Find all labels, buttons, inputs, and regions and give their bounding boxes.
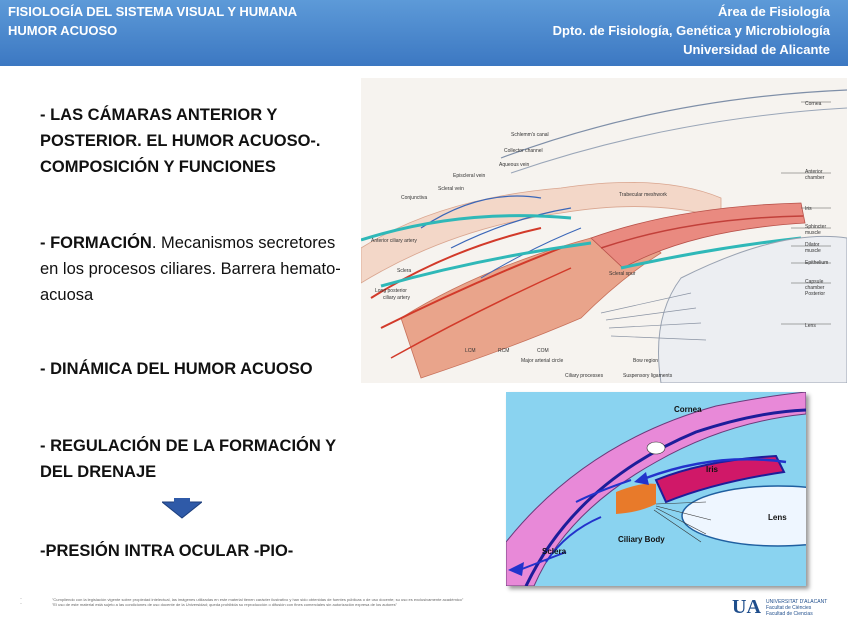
svg-text:Lens: Lens [805,323,816,329]
course-title: FISIOLOGÍA DEL SISTEMA VISUAL Y HUMANA [8,4,298,19]
svg-text:LCM: LCM [465,348,476,354]
svg-text:Conjunctiva: Conjunctiva [401,195,428,201]
ciliary-body-label: Ciliary Body [618,535,665,544]
topic-title: HUMOR ACUOSO [8,23,118,38]
bullet-chambers: - LAS CÁMARAS ANTERIOR Y POSTERIOR. EL HUMOR ACUOSO-. COMPOSICIÓN Y FUNCIONES [40,106,321,176]
svg-text:Posterior: Posterior [805,291,826,297]
aqueous-flow-schematic [506,392,806,586]
footer-bullets: · · [20,596,22,607]
svg-text:Long posterior: Long posterior [375,288,407,294]
svg-text:Cornea: Cornea [805,101,822,107]
svg-text:muscle: muscle [805,248,821,254]
svg-text:Epithelium: Epithelium [805,260,829,266]
svg-text:Anterior ciliary artery: Anterior ciliary artery [371,238,417,244]
svg-text:Suspensory ligaments: Suspensory ligaments [623,373,673,379]
svg-text:Iris: Iris [805,206,812,212]
svg-text:Sphincter: Sphincter [805,224,827,230]
university-label: Universidad de Alicante [683,42,830,57]
bullet-regulation: - REGULACIÓN DE LA FORMACIÓN Y DEL DRENAJE [40,437,336,481]
svg-text:Dilator: Dilator [805,242,820,248]
svg-text:Aqueous vein: Aqueous vein [499,162,530,168]
svg-text:Schlemm's canal: Schlemm's canal [511,132,549,138]
svg-text:Scleral spur: Scleral spur [609,271,636,277]
bullet-dynamics: - DINÁMICA DEL HUMOR ACUOSO [40,360,313,378]
svg-text:Trabecular meshwork: Trabecular meshwork [619,192,667,198]
copyright-note: "Cumpliendo con la legislación vigente sobre propiedad intelectual, las imágenes utilizadas en este material tienen carácter ilustrativo y han sido obtenidas de fuentes públicas o de uso docente; su uso es exclusivamente académico" "El uso de este material está sujeto a las condiciones de uso docente de la Universidad; queda prohibida su reproducción o difusión con fines comerciales sin autorización expresa de los autores" [52,597,464,607]
department-label: Dpto. de Fisiología, Genética y Microbiología [552,23,830,38]
svg-text:ciliary artery: ciliary artery [383,295,410,301]
svg-text:Anterior: Anterior [805,169,823,175]
svg-text:chamber: chamber [805,285,825,291]
svg-text:Major arterial circle: Major arterial circle [521,358,564,364]
svg-text:Scleral vein: Scleral vein [438,186,464,192]
svg-text:Bow region: Bow region [633,358,659,364]
anterior-segment-diagram [361,78,847,383]
sclera-label: Sclera [542,547,567,556]
down-arrow-icon [162,498,202,520]
svg-text:Ciliary processes: Ciliary processes [565,373,604,379]
header-bar [0,0,848,66]
svg-text:COM: COM [537,348,549,354]
area-label: Área de Fisiología [718,4,830,19]
svg-text:Collector channel: Collector channel [504,148,543,154]
svg-text:chamber: chamber [805,175,825,181]
svg-text:muscle: muscle [805,230,821,236]
bullet-formation: - FORMACIÓN. Mecanismos secretores en los procesos ciliares. Barrera hemato-acuosa [40,234,341,304]
svg-text:Capsule: Capsule [805,279,824,285]
svg-text:RCM: RCM [498,348,510,354]
lens-label: Lens [768,513,787,522]
svg-text:Sclera: Sclera [397,268,412,274]
university-logo: UA UNIVERSITAT D'ALACANT Facultat de Ciències Facultad de Ciencias [732,596,828,618]
cornea-label: Cornea [674,405,702,414]
svg-text:Episcleral vein: Episcleral vein [453,173,486,179]
bullet-pressure: -PRESIÓN INTRA OCULAR -PIO- [40,542,294,560]
iris-label: Iris [706,465,719,474]
